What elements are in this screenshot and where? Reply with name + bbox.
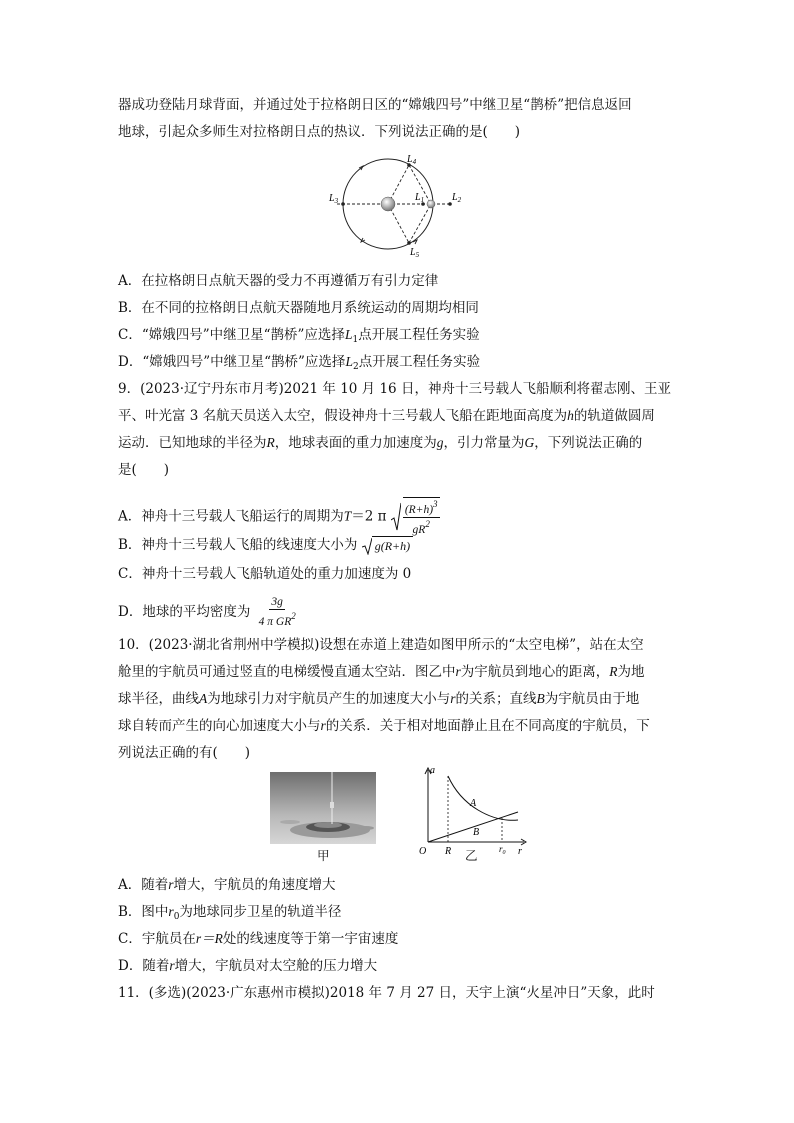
q9-line-4: 是( ) [118,462,170,478]
svg-text:L1: $L_1$ [415,192,425,204]
q10-line-1: 10．(2023·湖北省荆州中学模拟)设想在赤道上建造如图甲所示的“太空电梯”，站在太空 [118,637,644,653]
intro-line-2: 地球，引起众多师生对拉格朗日点的热议．下列说法正确的是( ) [118,124,521,140]
q10-option-d: D．随着r增大，宇航员对太空舱的压力增大 [118,958,378,974]
label-l3: L [329,193,335,204]
svg-text:L2: $L_2$ [452,192,462,204]
svg-text:L5: $L_5$ [410,247,420,259]
point-l3 [341,202,345,206]
q9-option-b: B．神舟十三号载人飞船的线速度大小为 g(R+h) [118,536,413,555]
q10-line-3: 球半径，曲线A为地球引力对宇航员产生的加速度大小与r的关系；直线B为宇航员由于地 [118,691,640,707]
axis-label-a: a [430,765,435,776]
svg-text:L4: $L_4$ [407,154,417,166]
q9-option-d: D．地球的平均密度为 $\frac{3g}{4 \pi GR^2}$ [118,596,296,628]
axis-label-r: r [518,846,522,857]
tick-label-r-big: R [445,846,452,857]
q10-option-c: C．宇航员在r＝R处的线速度等于第一宇宙速度 [118,931,399,947]
space-elevator-photo [270,772,376,844]
curve-label-a: A [470,798,477,809]
label-l2: L [452,192,458,203]
label-l1: L [415,192,421,203]
earth-sphere [381,197,395,211]
q8-option-b: B．在不同的拉格朗日点航天器随地月系统运动的周期均相同 [118,300,479,316]
caption-yi: 乙 [465,848,478,863]
q10-option-b: B．图中$r_0$为地球同步卫星的轨道半径 [118,904,342,922]
point-l5 [407,241,411,245]
q10-option-a: A．随着r增大，宇航员的角速度增大 [118,877,336,893]
caption-jia: 甲 [317,848,330,863]
svg-text:L3: $L_3$ [329,193,339,205]
q10-line-5: 列说法正确的有( ) [118,745,251,761]
q8-option-d: D．“嫦娥四号”中继卫星“鹊桥”应选择$L_2$点开展工程任务实验 [118,354,481,372]
q10-line-2: 舱里的宇航员可通过竖直的电梯缓慢直通太空站．图乙中r为宇航员到地心的距离，R为地 [118,664,645,680]
tick-label-r0: $r_0$ [499,844,506,856]
label-l5: L [410,247,416,258]
lagrange-points-figure [325,152,470,260]
line-label-b: B [473,827,480,838]
curve-a [448,776,518,820]
q9-option-c: C．神舟十三号载人飞船轨道处的重力加速度为 0 [118,566,412,582]
q9-line-1: 9．(2023·辽宁丹东市月考)2021 年 10 月 16 日，神舟十三号载人飞船顺利将翟志刚、王亚 [118,381,671,397]
moon-sphere [427,200,435,208]
q9-option-a: A．神舟十三号载人飞船运行的周期为T＝2 π $\frac{(R+h)^3}{gR^2}$ [118,499,438,536]
q9-line-3: 运动．已知地球的半径为R，地球表面的重力加速度为g，引力常量为G，下列说法正确的 [118,435,643,451]
intro-line-1: 器成功登陆月球背面，并通过处于拉格朗日区的“嫦娥四号”中继卫星“鹊桥”把信息返回 [118,97,632,113]
origin-label: O [419,846,427,857]
label-l4: L [407,154,413,165]
q10-line-4: 球自转而产生的向心加速度大小与r的关系．关于相对地面静止且在不同高度的宇航员，下 [118,718,650,734]
q8-option-c: C．“嫦娥四号”中继卫星“鹊桥”应选择$L_1$点开展工程任务实验 [118,327,480,345]
q8-option-a: A．在拉格朗日点航天器的受力不再遵循万有引力定律 [118,273,439,289]
q9-line-2: 平、叶光富 3 名航天员送入太空，假设神舟十三号载人飞船在距地面高度为h的轨道做圆周 [118,408,655,424]
q11-line-1: 11．(多选)(2023·广东惠州市模拟)2018 年 7 月 27 日，天宇上演“火星冲日”天象，此时 [118,985,655,1001]
